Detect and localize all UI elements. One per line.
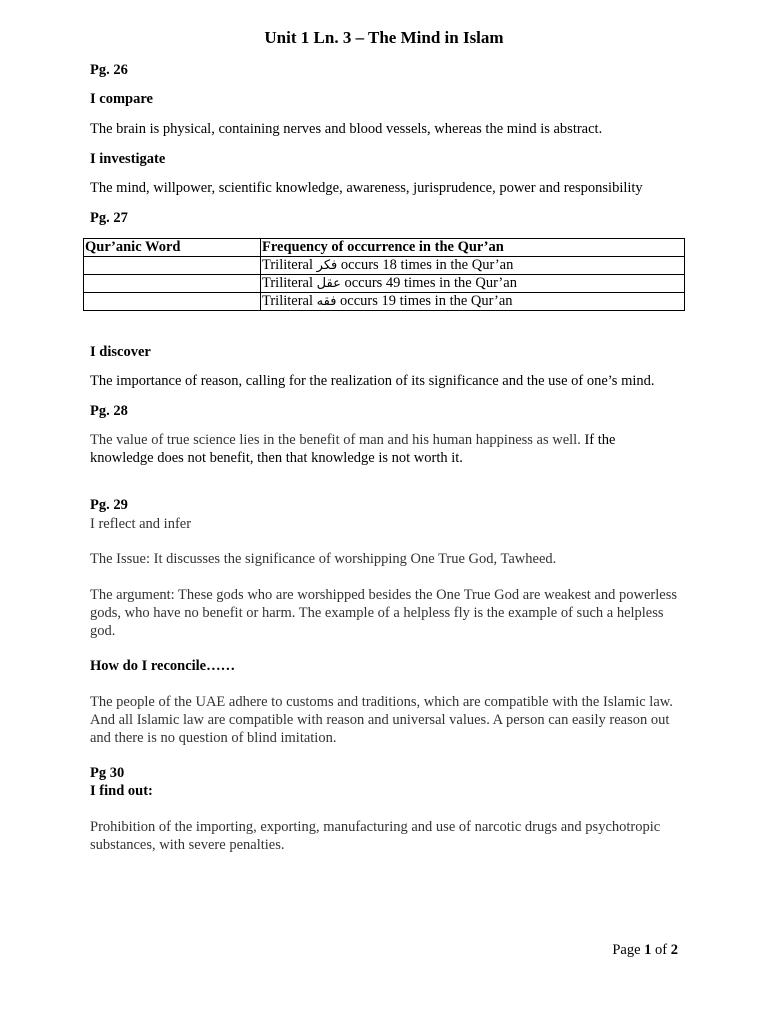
findout-heading: I find out: (90, 783, 153, 799)
total-pages: 2 (670, 942, 678, 958)
table-row (84, 275, 685, 293)
page-word: Page (612, 942, 645, 958)
pg28-text-part-b: If the (580, 432, 616, 448)
page-ref-27: Pg. 27 (90, 210, 128, 226)
table-header-row (84, 239, 685, 257)
discover-text: The importance of reason, calling for the realization of its significance and the use of one’s mind. (90, 373, 655, 389)
table-cell-word (84, 257, 261, 275)
table-row (84, 293, 685, 311)
arabic-root-word: عقل (316, 276, 341, 291)
investigate-heading: I investigate (90, 151, 166, 167)
page-ref-30: Pg 30 (90, 765, 125, 781)
page-title: Unit 1 Ln. 3 – The Mind in Islam (264, 28, 504, 47)
current-page: 1 (644, 942, 652, 958)
page-ref-28: Pg. 28 (90, 403, 128, 419)
table-cell-frequency (261, 257, 685, 275)
argument-text: The argument: These gods who are worshipped besides the One True God are weakest and powerless gods, who have no benefit or harm. The example of a helpless fly is the example of such a helpless god. (90, 587, 677, 639)
pg28-text (90, 431, 690, 467)
table-header-word: Qur’anic Word (84, 239, 261, 257)
cell-prefix: Triliteral (262, 257, 317, 273)
pg28-text-part-c: knowledge does not benefit, then that knowledge is not worth it. (90, 450, 463, 466)
findout-text: Prohibition of the importing, exporting, manufacturing and use of narcotic drugs and psychotropic substances, with severe penalties. (90, 819, 661, 853)
table-row (84, 257, 685, 275)
arabic-root-word: فقه (316, 294, 337, 309)
cell-suffix: occurs 49 times in the Qur’an (340, 275, 517, 291)
reconcile-text: The people of the UAE adhere to customs and traditions, which are compatible with the Islamic law. And all Islamic law are compatible with reason and universal values. A person can easily reason out and there is no question of blind imitation. (90, 694, 673, 746)
page-ref-26: Pg. 26 (90, 62, 128, 78)
of-word: of (651, 942, 671, 958)
cell-prefix: Triliteral (262, 293, 317, 309)
frequency-table (83, 238, 685, 311)
table-cell-word (84, 275, 261, 293)
cell-suffix: occurs 19 times in the Qur’an (336, 293, 513, 309)
compare-heading: I compare (90, 91, 153, 107)
table-header-frequency: Frequency of occurrence in the Qur’an (261, 239, 685, 257)
investigate-text: The mind, willpower, scientific knowledge, awareness, jurisprudence, power and responsibility (90, 180, 643, 196)
reflect-heading: I reflect and infer (90, 516, 192, 532)
page-ref-29: Pg. 29 (90, 497, 128, 513)
arabic-root-word: فكر (316, 258, 338, 273)
table-cell-frequency (261, 275, 685, 293)
issue-text: The Issue: It discusses the significance of worshipping One True God, Tawheed. (90, 551, 557, 567)
cell-suffix: occurs 18 times in the Qur’an (337, 257, 514, 273)
compare-text: The brain is physical, containing nerves and blood vessels, whereas the mind is abstract. (90, 121, 603, 137)
reconcile-heading: How do I reconcile…… (90, 658, 236, 674)
cell-prefix: Triliteral (262, 275, 317, 291)
table-cell-word (84, 293, 261, 311)
table-cell-frequency (261, 293, 685, 311)
discover-heading: I discover (90, 344, 151, 360)
page-number (612, 942, 678, 959)
pg28-text-part-a: The value of true science lies in the benefit of man and his human happiness as well. (90, 432, 581, 448)
